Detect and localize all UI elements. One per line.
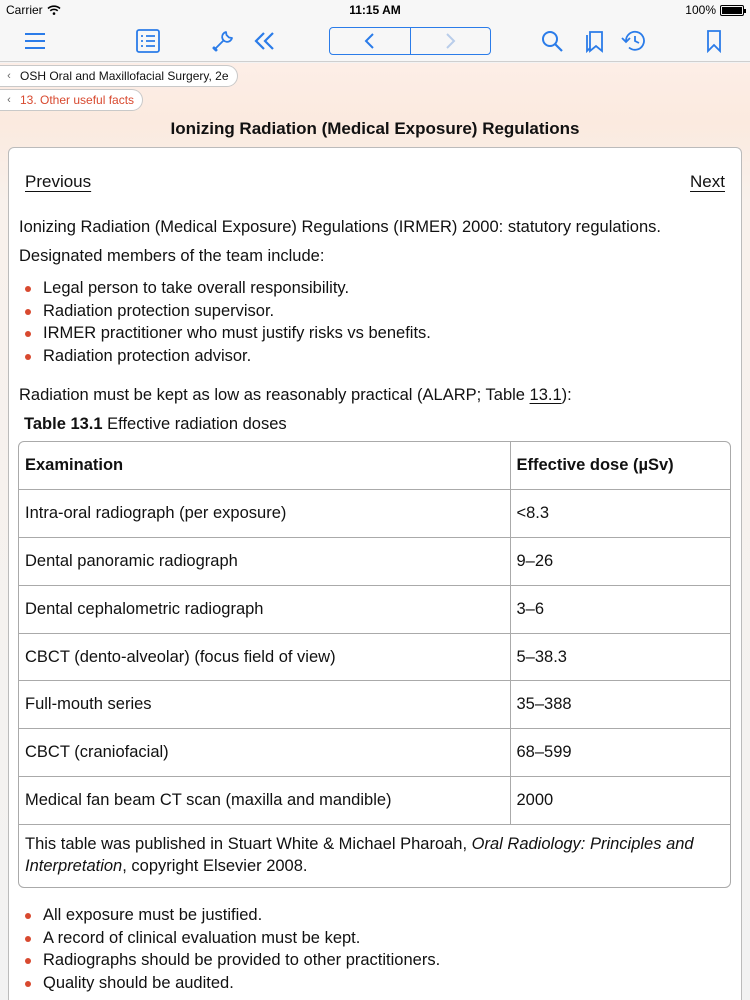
alarp-text-end: ): [561, 386, 572, 404]
list-item: A record of clinical evaluation must be kept. [24, 927, 440, 950]
battery-percent: 100% [685, 3, 716, 17]
history-icon[interactable] [619, 26, 649, 56]
examination-cell: CBCT (dento-alveolar) (focus field of view) [19, 633, 510, 681]
list-item: Legal person to take overall responsibility. [24, 277, 431, 300]
rules-list [24, 904, 440, 994]
table-row [19, 681, 730, 729]
list-item: Radiographs should be provided to other practitioners. [24, 949, 440, 972]
dose-cell: 68–599 [510, 729, 730, 777]
table-source-note [19, 825, 730, 887]
breadcrumb-chapter-label: 13. Other useful facts [20, 93, 135, 107]
examination-cell: Full-mouth series [19, 681, 510, 729]
back-button[interactable] [330, 28, 410, 54]
chevron-left-icon: ‹ [7, 70, 11, 82]
source-text: This table was published in Stuart White & Michael Pharoah, [25, 834, 472, 853]
breadcrumb-chapter[interactable] [0, 89, 143, 111]
carrier-label: Carrier [6, 3, 43, 17]
bookmark-icon[interactable] [699, 26, 729, 56]
table-row [19, 490, 730, 538]
double-chevron-left-icon[interactable] [250, 26, 280, 56]
list-item: IRMER practitioner who must justify risks vs benefits. [24, 322, 431, 345]
chevron-right-icon [443, 32, 457, 50]
table-row [19, 633, 730, 681]
search-icon[interactable] [537, 26, 567, 56]
dose-cell: 2000 [510, 777, 730, 825]
battery-indicator [685, 3, 744, 17]
table-header-row [19, 442, 730, 490]
source-book-title: Oral Radiology: Principles and Interpretation [25, 834, 694, 875]
team-list [24, 277, 431, 367]
dose-cell: <8.3 [510, 490, 730, 538]
list-item: All exposure must be justified. [24, 904, 440, 927]
table-row [19, 777, 730, 825]
dose-cell: 35–388 [510, 681, 730, 729]
table-caption-text: Effective radiation doses [102, 415, 287, 433]
forward-button[interactable] [410, 28, 491, 54]
toolbar [0, 20, 750, 62]
alarp-text: Radiation must be kept as low as reasonably practical (ALARP; Table [19, 386, 530, 404]
examination-cell: Intra-oral radiograph (per exposure) [19, 490, 510, 538]
source-text-end: , copyright Elsevier 2008. [122, 856, 308, 875]
examination-cell: Dental panoramic radiograph [19, 538, 510, 586]
chevron-left-icon [363, 32, 377, 50]
breadcrumb-book-label: OSH Oral and Maxillofacial Surgery, 2e [20, 69, 229, 83]
status-bar [0, 0, 750, 20]
chevron-left-icon: ‹ [7, 94, 11, 106]
table-row [19, 585, 730, 633]
column-header-examination: Examination [19, 442, 510, 490]
wrench-icon[interactable] [208, 26, 238, 56]
dose-cell: 5–38.3 [510, 633, 730, 681]
intro-paragraph: Ionizing Radiation (Medical Exposure) Regulations (IRMER) 2000: statutory regulations. [19, 218, 661, 236]
list-item: Radiation protection advisor. [24, 345, 431, 368]
menu-icon[interactable] [20, 26, 50, 56]
team-heading: Designated members of the team include: [19, 247, 325, 265]
list-item: Radiation protection supervisor. [24, 300, 431, 323]
dose-cell: 9–26 [510, 538, 730, 586]
list-item: Quality should be audited. [24, 972, 440, 995]
breadcrumb-book[interactable] [0, 65, 238, 87]
table-row [19, 729, 730, 777]
dose-table [18, 441, 731, 888]
next-link[interactable]: Next [690, 172, 725, 191]
battery-icon [720, 5, 744, 16]
table-reference-link[interactable]: 13.1 [529, 386, 562, 404]
examination-cell: CBCT (craniofacial) [19, 729, 510, 777]
list-icon[interactable] [133, 26, 163, 56]
alarp-paragraph [19, 384, 572, 406]
clock: 11:15 AM [349, 3, 401, 17]
page-title: Ionizing Radiation (Medical Exposure) Regulations [170, 119, 580, 138]
examination-cell: Medical fan beam CT scan (maxilla and mandible) [19, 777, 510, 825]
previous-link[interactable]: Previous [25, 172, 92, 191]
table-caption [24, 415, 287, 434]
examination-cell: Dental cephalometric radiograph [19, 585, 510, 633]
table-row [19, 538, 730, 586]
dose-cell: 3–6 [510, 585, 730, 633]
page-navigation-control [329, 27, 491, 55]
column-header-dose: Effective dose (µSv) [510, 442, 730, 490]
table-caption-label: Table 13.1 [24, 415, 103, 433]
bookmarks-icon[interactable] [579, 26, 609, 56]
